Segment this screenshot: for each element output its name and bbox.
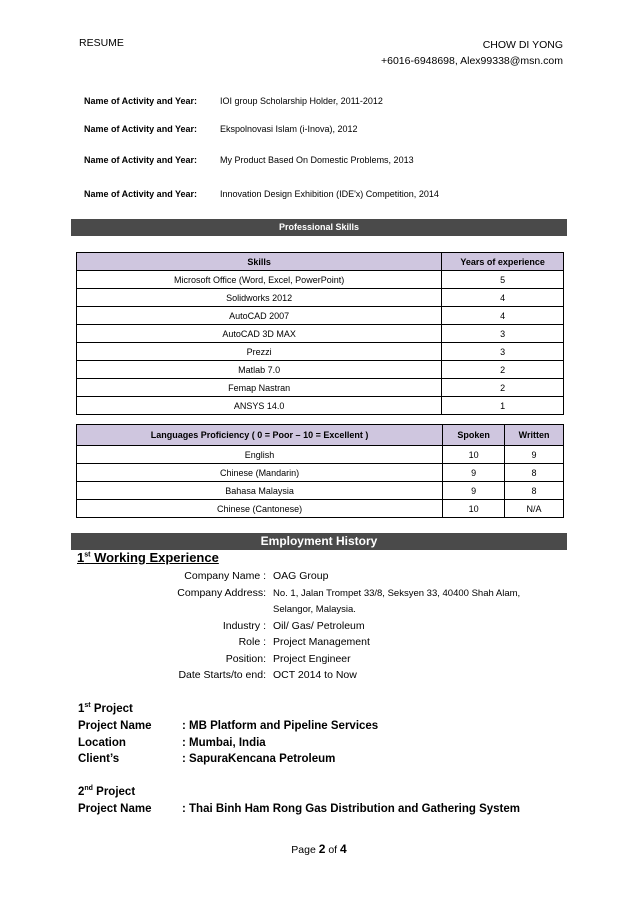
activity-key: Name of Activity and Year: [84,155,198,165]
company-address-label: Company Address: [177,587,266,599]
table-row [77,397,564,415]
project-field-label: Project Name [78,720,152,732]
activity-value: Innovation Design Exhibition (IDE'x) Competition, 2014 [220,189,439,199]
project-ordinal: nd [84,785,93,793]
project-number: 1 [78,703,85,715]
table-row [77,325,564,343]
activity-value: Ekspolnovasi Islam (i-Inova), 2012 [220,124,358,134]
company-name-value: OAG Group [273,570,329,582]
project-field-label: Location [78,737,126,749]
table-row [77,361,564,379]
professional-skills-heading: Professional Skills [71,219,567,236]
skill-cell: Femap Nastran [77,379,442,397]
project-heading [78,703,133,715]
position-label: Position: [225,653,266,665]
activity-value: IOI group Scholarship Holder, 2011-2012 [220,96,383,106]
years-cell: 2 [442,379,564,397]
written-cell: 8 [505,482,564,500]
company-address-line2: Selangor, Malaysia. [273,604,356,615]
years-cell: 3 [442,343,564,361]
skills-table [76,252,564,415]
table-row [77,446,564,464]
page-word: Page [291,844,316,856]
project-field-label: Client’s [78,753,120,765]
skills-header-row [77,253,564,271]
project-field-value: : MB Platform and Pipeline Services [182,720,379,732]
company-name-label: Company Name : [184,570,266,582]
of-word: of [328,844,338,856]
contact-info: +6016-6948698, Alex99338@msn.com [381,55,563,67]
spoken-cell: 9 [443,482,505,500]
skills-col-header: Skills [77,253,442,271]
dates-label: Date Starts/to end: [178,669,266,681]
page-number: 2 [318,842,326,856]
language-cell: Bahasa Malaysia [77,482,443,500]
written-cell: N/A [505,500,564,518]
years-cell: 4 [442,307,564,325]
table-row [77,307,564,325]
activity-key: Name of Activity and Year: [84,124,198,134]
activity-key: Name of Activity and Year: [84,189,198,199]
language-cell: English [77,446,443,464]
page-footer [0,842,638,856]
spoken-col-header: Spoken [443,425,505,446]
activity-key: Name of Activity and Year: [84,96,198,106]
languages-table [76,424,564,518]
years-cell: 3 [442,325,564,343]
skill-cell: Microsoft Office (Word, Excel, PowerPoint) [77,271,442,289]
languages-header-row [77,425,564,446]
years-cell: 2 [442,361,564,379]
experience-title: Working Experience [90,550,219,565]
written-cell: 9 [505,446,564,464]
activity-value: My Product Based On Domestic Problems, 2013 [220,155,414,165]
skill-cell: ANSYS 14.0 [77,397,442,415]
years-cell: 4 [442,289,564,307]
industry-value: Oil/ Gas/ Petroleum [273,620,365,632]
resume-label: RESUME [79,37,124,49]
project-heading-text: Project [90,703,133,715]
skill-cell: Matlab 7.0 [77,361,442,379]
candidate-name: CHOW DI YONG [482,39,563,51]
spoken-cell: 9 [443,464,505,482]
written-cell: 8 [505,464,564,482]
experience-number: 1 [77,550,85,565]
role-label: Role : [238,636,266,648]
years-col-header: Years of experience [442,253,564,271]
role-value: Project Management [273,636,370,648]
years-cell: 5 [442,271,564,289]
spoken-cell: 10 [443,446,505,464]
table-row [77,482,564,500]
spoken-cell: 10 [443,500,505,518]
project-number: 2 [78,786,85,798]
industry-label: Industry : [222,620,266,632]
employment-history-heading: Employment History [71,533,567,550]
table-row [77,343,564,361]
dates-value: OCT 2014 to Now [273,669,357,681]
skill-cell: Solidworks 2012 [77,289,442,307]
language-cell: Chinese (Mandarin) [77,464,443,482]
skill-cell: AutoCAD 3D MAX [77,325,442,343]
project-field-value: : Thai Binh Ham Rong Gas Distribution and Gathering System [182,803,521,815]
years-cell: 1 [442,397,564,415]
project-field-label: Project Name [78,803,152,815]
table-row [77,379,564,397]
page-total: 4 [340,842,347,856]
project-ordinal: st [84,702,91,710]
position-value: Project Engineer [273,653,351,665]
contact-block [381,37,563,69]
experience-ordinal: st [84,551,91,559]
skill-cell: AutoCAD 2007 [77,307,442,325]
table-row [77,464,564,482]
working-experience-heading [77,550,219,565]
written-col-header: Written [505,425,564,446]
table-row [77,271,564,289]
table-row [77,500,564,518]
project-field-value: : SapuraKencana Petroleum [182,753,336,765]
skill-cell: Prezzi [77,343,442,361]
company-address-line1: No. 1, Jalan Trompet 33/8, Seksyen 33, 40400 Shah Alam, [273,588,521,599]
languages-col-header: Languages Proficiency ( 0 = Poor – 10 = Excellent ) [77,425,443,446]
project-field-value: : Mumbai, India [182,737,266,749]
language-cell: Chinese (Cantonese) [77,500,443,518]
table-row [77,289,564,307]
project-heading-text: Project [92,786,136,798]
project-heading [78,786,135,798]
